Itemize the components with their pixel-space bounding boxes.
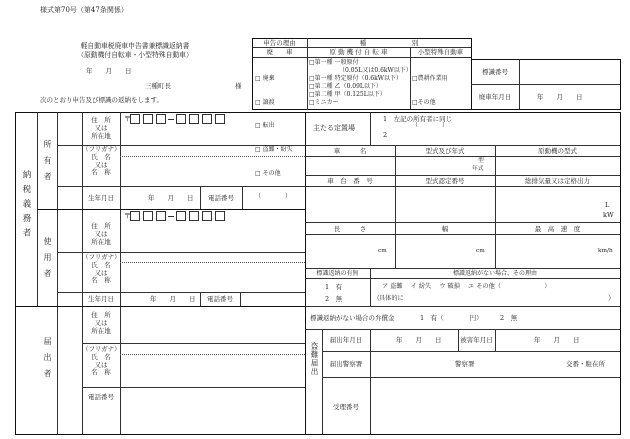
form-title: 軽自動車税廃車申告書兼標識返納書 <box>80 42 190 50</box>
owner-birth-label: 生年月日 <box>88 194 114 202</box>
cert-no-header: 型式認定番号 <box>425 177 465 185</box>
owner-postal-box[interactable] <box>189 114 199 124</box>
type-year-header: 型式及び年式 <box>425 147 465 155</box>
owner-birth-value: 年 月 日 <box>148 194 194 202</box>
main-place-label: 主たる定置場 <box>313 124 355 132</box>
user-postal-box[interactable] <box>130 211 140 221</box>
gentsuki-options <box>309 59 412 106</box>
user-postal-box[interactable] <box>215 211 225 221</box>
type-option-note: （0.05L又は0.6kW以下） <box>339 66 412 74</box>
haisha-date-label: 廃車年月日 <box>478 93 512 101</box>
reason-option[interactable]: □ 譲渡 <box>255 98 275 106</box>
user-address-label: 住 所 又は 所在地 <box>91 222 111 246</box>
max-speed-header: 最 高 速 度 <box>534 225 581 233</box>
unit-cm-width: cm <box>476 248 485 254</box>
unit-kmh: km/h <box>598 248 613 254</box>
mayor-label: 三種町長 <box>145 82 171 90</box>
gentsuki-header: 原 動 機 付 自 転 車 <box>329 48 388 56</box>
kata-label: 型 <box>478 158 484 164</box>
type-option[interactable]: □第二種 乙（0.09L以下） <box>309 82 382 90</box>
user-birth-value: 年 月 日 <box>150 295 196 303</box>
user-postal-box[interactable] <box>143 211 153 221</box>
owner-postal-box[interactable] <box>143 114 153 124</box>
main-place-opt1[interactable]: 1 左記の所有者に同じ <box>383 115 453 123</box>
kotoku-header: 小型特殊自動車 <box>417 48 464 56</box>
return-opt2[interactable]: 2 無 <box>325 295 343 303</box>
intro-text: 次のとおり申告及び標識の返納をします。 <box>40 96 163 104</box>
damage-date-value: 年 月 日 <box>534 336 580 344</box>
theft-date-value: 年 月 日 <box>396 336 442 344</box>
owner-name-label: （フリガナ） 氏 名 又は 名 称 <box>82 145 121 177</box>
form-number: 様式第70号（第47条関係） <box>40 6 128 14</box>
owner-postal-box[interactable] <box>176 114 186 124</box>
car-name-header: 車 名 <box>333 147 367 155</box>
displacement-header: 総排気量又は定格出力 <box>525 177 590 185</box>
owner-address-label: 住 所 又は 所在地 <box>91 116 111 140</box>
type-option[interactable]: □農耕作業用 <box>412 74 448 82</box>
reason-option-other: （ ） <box>255 193 292 201</box>
notifier-name-label: （フリガナ） 氏 名 又は 名 称 <box>82 345 121 377</box>
reason-option[interactable]: □ 盗難・紛失 <box>255 145 293 153</box>
user-birth-label: 生年月日 <box>88 295 114 303</box>
user-postal-box[interactable] <box>156 211 166 221</box>
shoyusha-label: 所有者 <box>43 140 52 188</box>
compensation-opt2[interactable]: 2 無 <box>500 314 518 322</box>
return-presence-header: 標識返納の有無 <box>316 270 359 277</box>
type-option[interactable]: □第二種 甲（0.125L以下） <box>309 90 386 98</box>
theft-report-label: 盗難届出 <box>310 342 319 376</box>
return-reason-header: 標識返納がない場合、その理由 <box>452 270 537 277</box>
police-value: 警察署 <box>455 360 475 368</box>
unit-l: L <box>605 201 610 209</box>
koban-value: 交番・駐在所 <box>566 360 605 368</box>
engine-type-header: 原動機の型式 <box>538 147 577 155</box>
return-concrete: 具体的に <box>379 295 404 302</box>
todokedesha-label: 届出者 <box>43 337 52 385</box>
receipt-no-label: 受理番号 <box>333 403 359 411</box>
owner-postal-box[interactable] <box>156 114 166 124</box>
unit-cm-length: cm <box>378 248 387 254</box>
owner-postal-box[interactable] <box>215 114 225 124</box>
length-header: 長 さ <box>333 225 367 233</box>
user-name-label: （フリガナ） 氏 名 又は 名 称 <box>82 253 121 285</box>
haisha-header: 廃 車 <box>266 48 293 56</box>
user-tel-label: 電話番号 <box>207 295 233 303</box>
owner-postal-mark: 〒 <box>124 115 131 123</box>
compensation-opt1[interactable]: 1 有（ 円） <box>420 314 483 322</box>
form-subtitle: （原動機付自転車・小型特殊自動車） <box>77 51 193 59</box>
reason-option[interactable]: □ 転出 <box>255 122 275 130</box>
user-postal-box[interactable] <box>189 211 199 221</box>
header-date: 年 月 日 <box>86 67 132 75</box>
type-option[interactable]: □第一種 一般原付 <box>309 59 359 66</box>
user-postal-box[interactable] <box>202 211 212 221</box>
shiyosha-label: 使用者 <box>43 237 52 285</box>
sama-label: 様 <box>235 82 242 90</box>
user-postal-mark: 〒 <box>124 212 131 220</box>
owner-postal-box[interactable] <box>202 114 212 124</box>
chassis-no-header: 車 台 番 号 <box>327 177 373 185</box>
damage-date-label: 被害年月日 <box>460 336 493 344</box>
return-reasons[interactable]: ア 盗難 イ 紛失 ウ 破損 エ その他（ ） <box>382 283 551 290</box>
main-place-opt2[interactable]: 2 <box>383 131 388 139</box>
type-option[interactable]: □第一種 特定原付（0.6kW以下） <box>309 74 402 82</box>
type-header: 種 別 <box>359 39 419 47</box>
notifier-tel-label: 電話番号 <box>88 393 114 401</box>
owner-tel-label: 電話番号 <box>208 194 234 202</box>
police-label: 届出警察署 <box>329 360 363 368</box>
user-postal-box[interactable] <box>176 211 186 221</box>
compensation-label: 標識返納がない場合の弁償金 <box>310 314 395 322</box>
reason-option[interactable]: □ 廃棄 <box>255 74 275 82</box>
theft-date-label: 届出年月日 <box>329 336 363 344</box>
type-option-other: （ ） <box>412 122 449 130</box>
kotoku-options <box>412 59 448 138</box>
notifier-address-label: 住 所 又は 所在地 <box>91 311 111 335</box>
nouzeigimusha-label: 納税義務者 <box>21 170 31 243</box>
return-opt1[interactable]: 1 有 <box>325 283 343 291</box>
reason-header: 申告の理由 <box>263 39 296 47</box>
width-header: 幅 <box>441 225 449 233</box>
reason-option[interactable]: □ その他 <box>255 169 281 177</box>
haisha-date-value: 年 月 日 <box>537 93 583 101</box>
plate-no-label: 標識番号 <box>482 68 508 76</box>
nenshiki-label: 年式 <box>472 166 484 172</box>
owner-postal-box[interactable] <box>130 114 140 124</box>
type-option[interactable]: □ミニカー <box>309 98 339 106</box>
unit-kw: kW <box>603 211 614 219</box>
type-option[interactable]: □その他 <box>412 98 436 106</box>
